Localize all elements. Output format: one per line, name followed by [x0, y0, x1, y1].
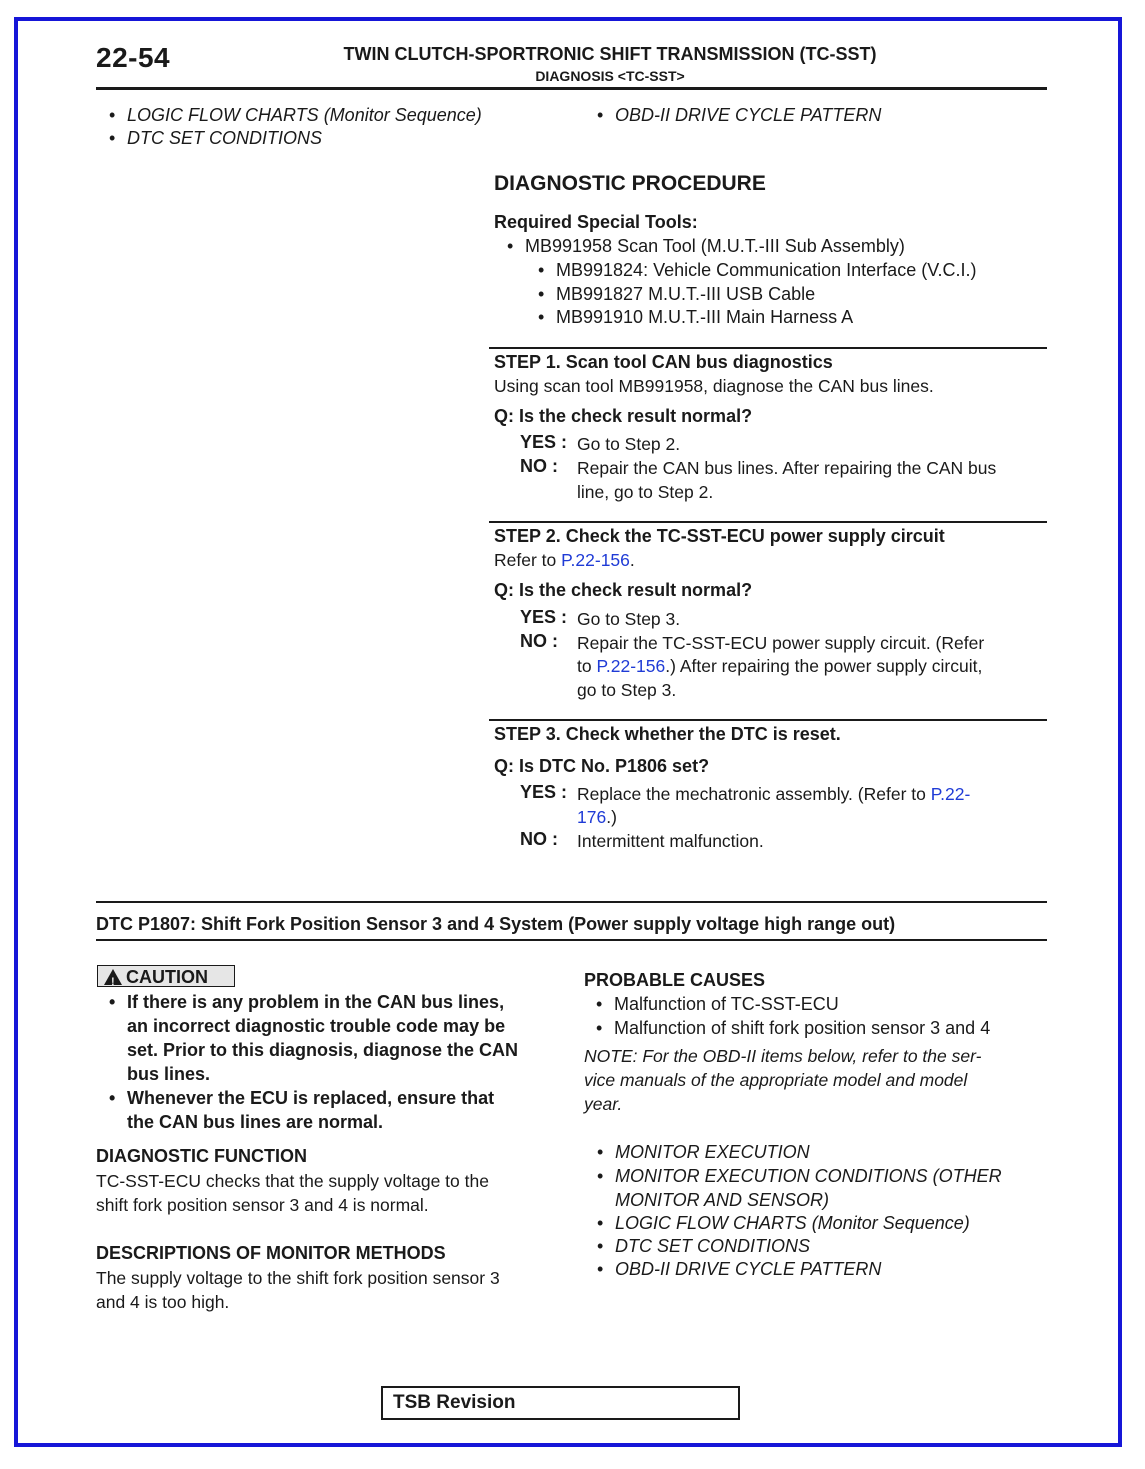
step3-title: STEP 3. Check whether the DTC is reset.	[494, 724, 841, 744]
tool-subitem: • MB991827 M.U.T.-III USB Cable	[556, 282, 815, 306]
monitor-methods-text: The supply voltage to the shift fork position sensor 3 and 4 is too high.	[96, 1268, 500, 1312]
list-item: • DTC SET CONDITIONS	[127, 126, 322, 150]
tools-heading: Required Special Tools:	[494, 212, 698, 232]
step-rule	[489, 719, 1047, 721]
cause-item: • Malfunction of TC-SST-ECU	[614, 992, 839, 1016]
page-link[interactable]: P.22-	[930, 784, 971, 804]
page-subtitle: DIAGNOSIS <TC-SST>	[535, 68, 685, 84]
tool-subitem: • MB991910 M.U.T.-III Main Harness A	[556, 305, 853, 329]
step1-no-text: Repair the CAN bus lines. After repairing the CAN bus	[577, 458, 997, 478]
yes-label: YES :	[520, 432, 568, 452]
caution-label: !CAUTION	[97, 965, 235, 987]
step3-question: Q: Is DTC No. P1806 set?	[494, 756, 710, 776]
step2-text: Refer to P.22-156.	[494, 550, 635, 570]
obd-item: • OBD-II DRIVE CYCLE PATTERN	[615, 1257, 881, 1281]
step3-yes-text: Replace the mechatronic assembly. (Refer to P.22-	[577, 784, 971, 804]
page-title: TWIN CLUTCH-SPORTRONIC SHIFT TRANSMISSION (TC-SST)	[343, 44, 877, 64]
step1-text: Using scan tool MB991958, diagnose the CAN bus lines.	[494, 376, 934, 396]
yes-label: YES :	[520, 607, 568, 627]
diagnostic-function-text: TC-SST-ECU checks that the supply voltage to the shift fork position sensor 3 and 4 is normal.	[96, 1171, 489, 1215]
step2-no-text: Repair the TC-SST-ECU power supply circuit. (Refer	[577, 633, 985, 653]
cause-item: • Malfunction of shift fork position sensor 3 and 4	[614, 1016, 990, 1040]
dtc-rule-bottom	[96, 939, 1047, 941]
page-link[interactable]: 176	[577, 807, 607, 827]
monitor-methods-heading: DESCRIPTIONS OF MONITOR METHODS	[96, 1243, 446, 1263]
step2-title: STEP 2. Check the TC-SST-ECU power supply circuit	[494, 526, 945, 546]
tsb-revision-box: TSB Revision	[381, 1386, 740, 1420]
obd-item: • MONITOR EXECUTION CONDITIONS (OTHER MONITOR AND SENSOR)	[615, 1164, 1002, 1212]
step3-yes-text-cont: 176.)	[577, 807, 617, 827]
step1-question: Q: Is the check result normal?	[494, 406, 753, 426]
step2-question: Q: Is the check result normal?	[494, 580, 753, 600]
step1-no-text-cont: line, go to Step 2.	[577, 482, 714, 502]
step2-yes-text: Go to Step 3.	[577, 609, 681, 629]
step-rule	[489, 521, 1047, 523]
page-number: 22-54	[96, 42, 171, 73]
tool-subitem: • MB991824: Vehicle Communication Interface (V.C.I.)	[556, 258, 977, 282]
list-item: • LOGIC FLOW CHARTS (Monitor Sequence)	[127, 103, 482, 127]
no-label: NO :	[520, 829, 558, 849]
caution-item: • If there is any problem in the CAN bus lines, an incorrect diagnostic trouble code may be set. Prior to this diagnosis, diagnose the CAN bus lines.	[127, 990, 518, 1086]
obd-item: • DTC SET CONDITIONS	[615, 1234, 810, 1258]
dtc-title: DTC P1807: Shift Fork Position Sensor 3 and 4 System (Power supply voltage high range out)	[96, 914, 896, 934]
step-rule	[489, 347, 1047, 349]
obd-note: NOTE: For the OBD-II items below, refer to the ser- vice manuals of the appropriate model and model year.	[584, 1046, 982, 1114]
step1-yes-text: Go to Step 2.	[577, 434, 681, 454]
step2-no-text-cont: go to Step 3.	[577, 680, 677, 700]
warning-icon	[104, 969, 122, 985]
caution-item: • Whenever the ECU is replaced, ensure that the CAN bus lines are normal.	[127, 1086, 494, 1134]
dtc-rule-top	[96, 901, 1047, 903]
page-link[interactable]: P.22-156	[596, 656, 666, 676]
yes-label: YES :	[520, 782, 568, 802]
no-label: NO :	[520, 631, 558, 651]
diagnostic-function-heading: DIAGNOSTIC FUNCTION	[96, 1146, 307, 1166]
no-label: NO :	[520, 456, 558, 476]
page-link[interactable]: P.22-156	[561, 550, 630, 570]
obd-item: • MONITOR EXECUTION	[615, 1140, 810, 1164]
list-item: • OBD-II DRIVE CYCLE PATTERN	[615, 103, 881, 127]
step2-no-text-cont: to P.22-156.) After repairing the power supply circuit,	[577, 656, 983, 676]
tool-item: • MB991958 Scan Tool (M.U.T.-III Sub Assembly)	[525, 234, 905, 258]
probable-causes-heading: PROBABLE CAUSES	[584, 970, 766, 990]
obd-item: • LOGIC FLOW CHARTS (Monitor Sequence)	[615, 1211, 970, 1235]
procedure-title: DIAGNOSTIC PROCEDURE	[494, 172, 766, 195]
header-rule	[96, 87, 1047, 90]
step3-no-text: Intermittent malfunction.	[577, 831, 764, 851]
step1-title: STEP 1. Scan tool CAN bus diagnostics	[494, 352, 833, 372]
